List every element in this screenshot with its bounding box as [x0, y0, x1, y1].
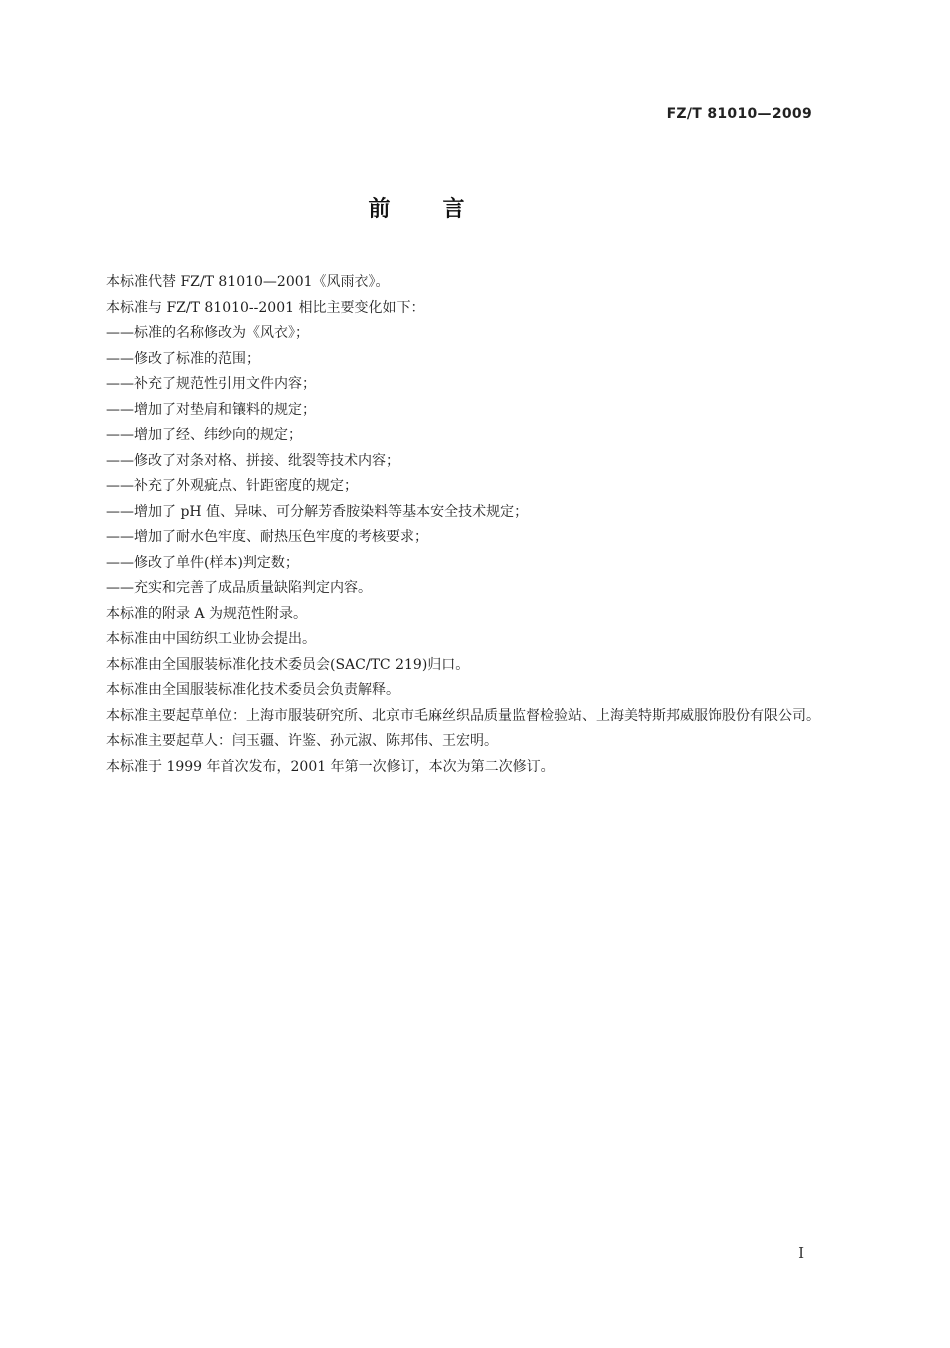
change-item: ——标准的名称修改为《风衣》；	[106, 325, 309, 341]
change-item: ——充实和完善了成品质量缺陷判定内容。	[106, 580, 372, 596]
change-item: ——修改了标准的范围；	[106, 350, 260, 367]
change-item: ——补充了外观疵点、针距密度的规定；	[106, 478, 358, 494]
paragraph-drafters: 本标准主要起草人：闫玉疆、许鉴、孙元淑、陈邦伟、王宏明。	[106, 733, 498, 749]
change-item: ——增加了经、纬纱向的规定；	[106, 427, 302, 443]
page-number: I	[798, 1244, 804, 1262]
foreword-body	[84, 270, 824, 780]
page-title: 前言	[368, 197, 517, 222]
paragraph: 本标准与 FZ/T 81010--2001 相比主要变化如下：	[106, 299, 425, 316]
paragraph-history: 本标准于 1999 年首次发布，2001 年第一次修订，本次为第二次修订。	[106, 758, 555, 775]
change-item: ——增加了耐水色牢度、耐热压色牢度的考核要求；	[106, 529, 428, 545]
change-item: ——增加了 pH 值、异味、可分解芳香胺染料等基本安全技术规定；	[106, 503, 529, 520]
paragraph: 本标准由中国纺织工业协会提出。	[106, 631, 316, 647]
paragraph: 本标准由全国服装标准化技术委员会负责解释。	[106, 682, 400, 698]
paragraph: 本标准代替 FZ/T 81010—2001《风雨衣》。	[106, 274, 390, 290]
paragraph-drafting-units: 本标准主要起草单位：上海市服装研究所、北京市毛麻丝织品质量监督检验站、上海美特斯邦威服饰股份有限公司。	[106, 707, 820, 724]
change-item: ——修改了单件(样本)判定数；	[106, 554, 299, 571]
change-item: ——增加了对垫肩和镶料的规定；	[106, 401, 316, 418]
paragraph: 本标准的附录 A 为规范性附录。	[106, 605, 308, 622]
change-item: ——补充了规范性引用文件内容；	[106, 376, 316, 392]
document-code: FZ/T 81010—2009	[666, 106, 812, 122]
change-item: ——修改了对条对格、拼接、纰裂等技术内容；	[106, 452, 400, 469]
paragraph: 本标准由全国服装标准化技术委员会(SAC/TC 219)归口。	[106, 656, 470, 673]
